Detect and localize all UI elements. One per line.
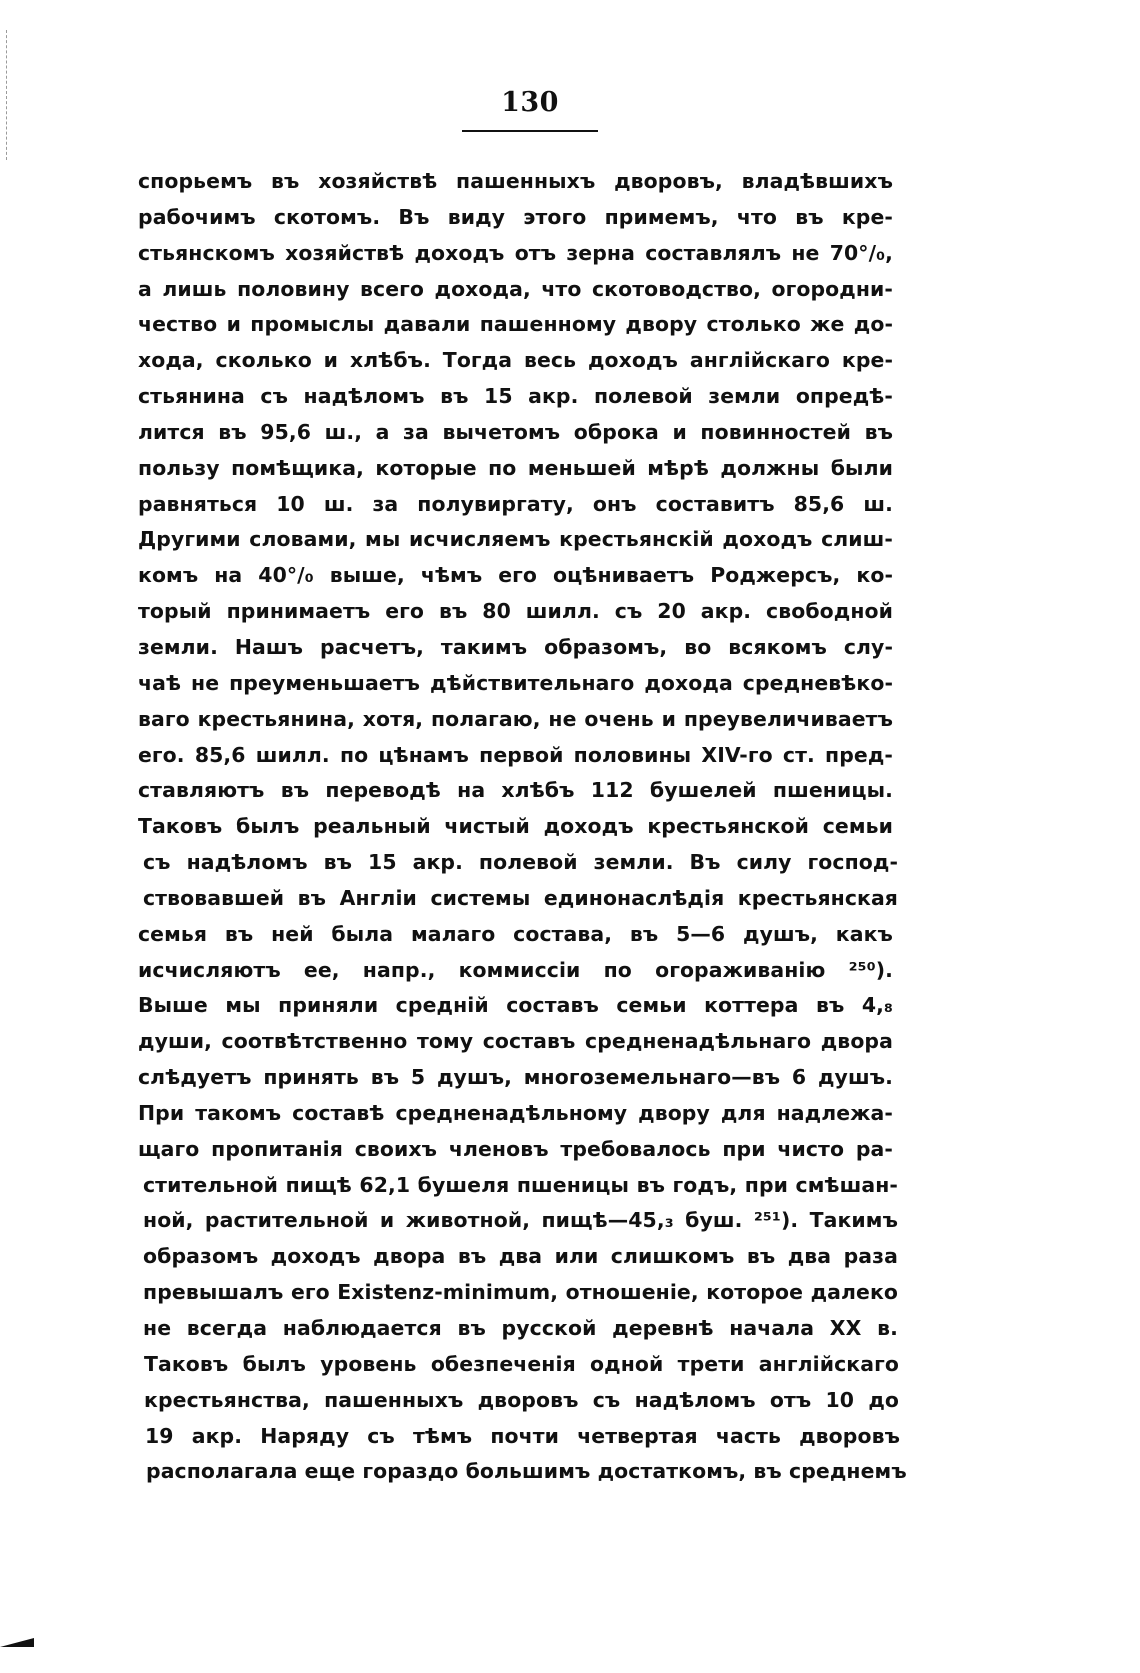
text-line: образомъ доходъ двора въ два или слишкомъ въ два раза — [143, 1244, 898, 1269]
text-line: щаго пропитанія своихъ членовъ требовалось при чисто ра- — [138, 1136, 893, 1161]
page-number: 130 — [501, 87, 559, 118]
text-line: ваго крестьянина, хотя, полагаю, не очень и преувеличиваетъ — [138, 706, 894, 731]
text-line: располагала еще гораздо большимъ достаткомъ, въ среднемъ — [146, 1459, 907, 1484]
text-line: торый принимаетъ его въ 80 шилл. съ 20 акр. свободной — [138, 599, 894, 624]
text-line: ставляютъ въ переводѣ на хлѣбъ 112 бушелей пшеницы. — [138, 778, 893, 803]
text-line: крестьянства, пашенныхъ дворовъ съ надѣломъ отъ 10 до — [144, 1387, 899, 1412]
text-line: Таковъ былъ реальный чистый доходъ крестьянской семьи — [138, 814, 893, 839]
text-line: стьянина съ надѣломъ въ 15 акр. полевой земли опредѣ- — [138, 384, 893, 409]
text-line: комъ на 40°/₀ выше, чѣмъ его оцѣниваетъ Роджерсъ, ко- — [138, 563, 894, 588]
text-line: спорьемъ въ хозяйствѣ пашенныхъ дворовъ, владѣвшихъ — [138, 169, 893, 193]
body-text — [138, 164, 1138, 1490]
text-line: слѣдуетъ принять въ 5 душъ, многоземельнаго—въ 6 душъ. — [138, 1065, 893, 1090]
text-line: стьянскомъ хозяйствѣ доходъ отъ зерна составлялъ не 70°/₀, — [138, 240, 893, 265]
text-line: превышалъ его Existenz-minimum, отношеніе, которое далеко — [143, 1280, 899, 1305]
scan-margin-mark — [6, 30, 9, 160]
text-line: хода, сколько и хлѣбъ. Тогда весь доходъ англійскаго кре- — [138, 348, 894, 373]
text-line: не всегда наблюдается въ русской деревнѣ начала XX в. — [143, 1316, 898, 1340]
text-line: чество и промыслы давали пашенному двору столько же до- — [138, 312, 894, 337]
text-line: ной, растительной и животной, пищѣ—45,₃ буш. ²⁵¹). Такимъ — [143, 1208, 898, 1233]
text-line: души, соотвѣтственно тому составъ средненадѣльнаго двора — [138, 1029, 893, 1054]
text-line: При такомъ составѣ средненадѣльному двору для надлежа- — [138, 1100, 893, 1125]
text-line: а лишь половину всего дохода, что скотоводство, огородни- — [138, 276, 893, 301]
text-line: Таковъ былъ уровень обезпеченія одной трети англійскаго — [144, 1351, 899, 1376]
page-number-rule — [462, 130, 598, 132]
text-line: лится въ 95,6 ш., а за вычетомъ оброка и повинностей въ — [138, 419, 894, 444]
text-line: пользу помѣщика, которые по меньшей мѣрѣ должны были — [138, 455, 894, 480]
text-line: исчисляютъ ее, напр., коммиссіи по огораживанію ²⁵⁰). — [138, 957, 893, 982]
text-line: ствовавшей въ Англіи системы единонаслѣдія крестьянская — [143, 885, 899, 910]
text-line: равняться 10 ш. за полувиргату, онъ составитъ 85,6 ш. — [138, 491, 893, 516]
text-line: земли. Нашъ расчетъ, такимъ образомъ, во всякомъ слу- — [138, 634, 894, 659]
text-line: стительной пищѣ 62,1 бушеля пшеницы въ годъ, при смѣшан- — [143, 1172, 898, 1197]
text-line: съ надѣломъ въ 15 акр. полевой земли. Въ силу господ- — [143, 850, 899, 875]
text-line: рабочимъ скотомъ. Въ виду этого примемъ, что въ кре- — [138, 204, 893, 229]
text-line: Выше мы приняли среднiй составъ семьи коттера въ 4,₈ — [138, 993, 894, 1018]
text-line: чаѣ не преуменьшаетъ дѣйствительнаго дохода средневѣко- — [138, 670, 894, 695]
scan-corner-mark — [0, 1638, 34, 1647]
text-line: его. 85,6 шилл. по цѣнамъ первой половины XIV-го ст. пред- — [138, 742, 893, 767]
text-line: 19 акр. Наряду съ тѣмъ почти четвертая часть дворовъ — [145, 1423, 901, 1448]
text-line: Другими словами, мы исчисляемъ крестьянскій доходъ слиш- — [138, 527, 893, 552]
text-line: семья въ ней была малаго состава, въ 5—6 душъ, какъ — [138, 921, 893, 946]
